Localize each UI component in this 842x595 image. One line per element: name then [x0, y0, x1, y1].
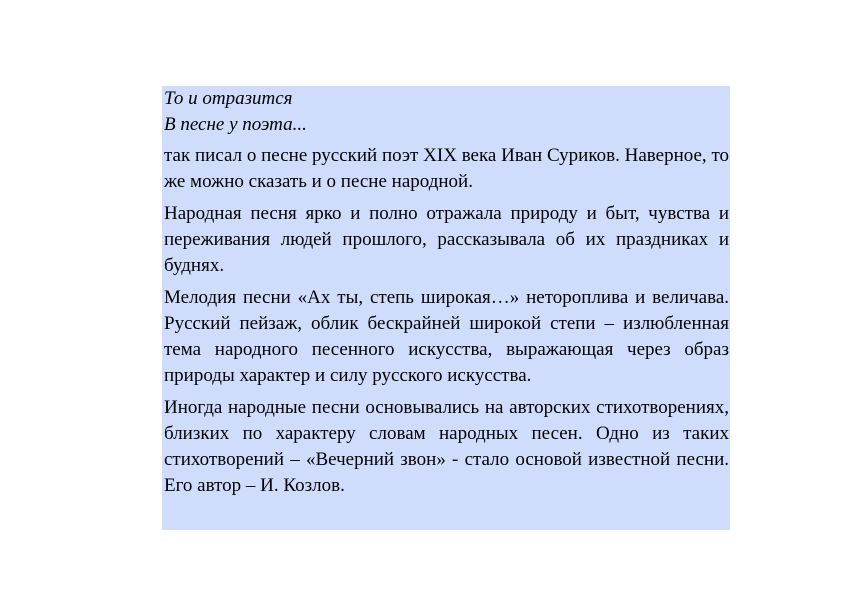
paragraph-4: Иногда народные песни основывались на авторских стихотворениях, близких по характеру словам народных песен. Одно из таких стихотворений – «Вечерний звон» - стало основой известной песни. Его автор – И. Козлов.	[164, 397, 729, 496]
paragraph-3: Мелодия песни «Ах ты, степь широкая…» нетороплива и величава. Русский пейзаж, облик бескрайней широкой степи – излюбленная тема народного песенного искусства, выражающая через образ природы характер и силу русского искусства.	[164, 287, 729, 386]
epigraph-line-2: В песне у поэта...	[164, 114, 307, 135]
paragraph-2: Народная песня ярко и полно отражала природу и быт, чувства и переживания людей прошлого, рассказывала об их праздниках и буднях.	[164, 203, 729, 276]
text-block	[162, 86, 730, 530]
paragraph-1: так писал о песне русский поэт XIX века Иван Суриков. Наверное, то же можно сказать и о песне народной.	[164, 145, 729, 192]
epigraph-line-1: То и отразится	[164, 88, 293, 109]
epigraph	[164, 86, 729, 138]
